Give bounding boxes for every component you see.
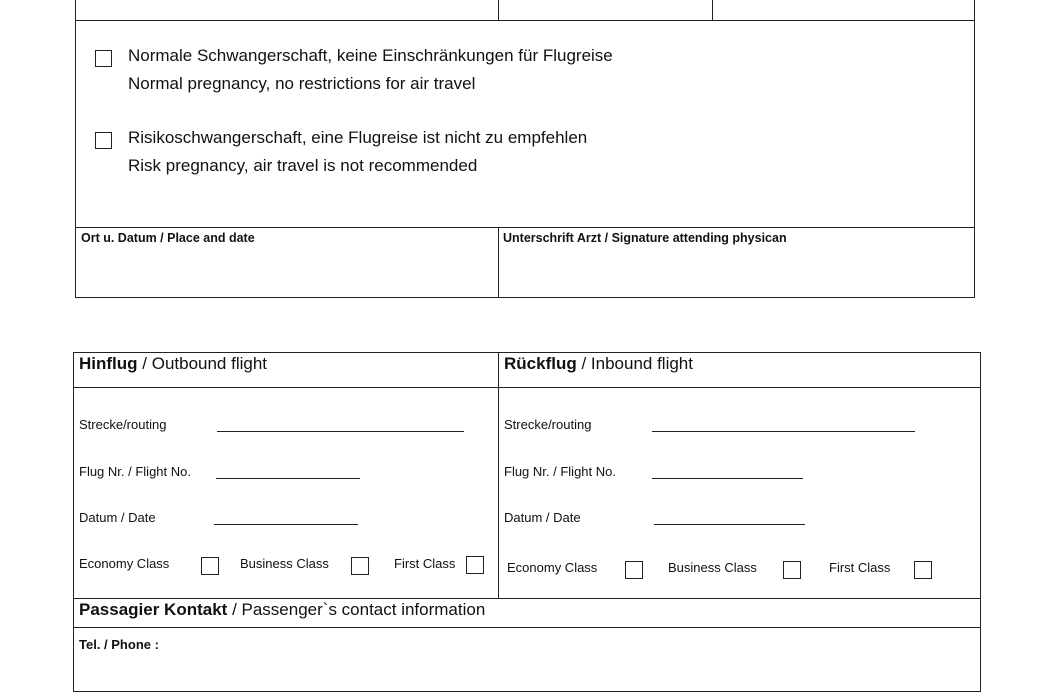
- outbound-header-text: / Outbound flight: [137, 354, 268, 373]
- outbound-header: [79, 354, 267, 374]
- outbound-header-bold: Hinflug: [79, 354, 138, 373]
- inbound-flight-no-label: Flug Nr. / Flight No.: [504, 464, 616, 479]
- contact-header-bottom-divider: [73, 627, 981, 628]
- outbound-flight-no-label: Flug Nr. / Flight No.: [79, 464, 191, 479]
- outbound-first-label: First Class: [394, 556, 456, 571]
- risk-pregnancy-option: [128, 124, 587, 180]
- outbound-routing-field[interactable]: [217, 431, 464, 432]
- flight-header-divider: [73, 387, 981, 388]
- inbound-first-checkbox[interactable]: [914, 561, 932, 579]
- normal-pregnancy-label-en: Normal pregnancy, no restrictions for air travel: [128, 74, 476, 93]
- top-row-divider: [75, 20, 975, 21]
- signature-cell-divider: [498, 227, 499, 297]
- outbound-flight-no-field[interactable]: [216, 478, 360, 479]
- inbound-header: [504, 354, 693, 374]
- normal-pregnancy-option: [128, 42, 613, 98]
- inbound-routing-label: Strecke/routing: [504, 417, 592, 432]
- outbound-routing-label: Strecke/routing: [79, 417, 167, 432]
- outbound-business-label: Business Class: [240, 556, 329, 571]
- phone-field[interactable]: [175, 632, 975, 662]
- inbound-economy-label: Economy Class: [507, 560, 598, 575]
- inbound-business-label: Business Class: [668, 560, 757, 575]
- outbound-economy-label: Economy Class: [79, 556, 170, 571]
- normal-pregnancy-checkbox[interactable]: [95, 50, 112, 67]
- outbound-first-checkbox[interactable]: [466, 556, 484, 574]
- signature-row-divider: [75, 227, 975, 228]
- inbound-date-field[interactable]: [654, 524, 805, 525]
- inbound-flight-no-field[interactable]: [652, 478, 803, 479]
- contact-header: [79, 600, 485, 620]
- top-cell-divider-2: [712, 0, 713, 21]
- inbound-routing-field[interactable]: [652, 431, 915, 432]
- outbound-date-label: Datum / Date: [79, 510, 156, 525]
- contact-header-bold: Passagier Kontakt: [79, 600, 228, 619]
- inbound-header-bold: Rückflug: [504, 354, 577, 373]
- risk-pregnancy-checkbox[interactable]: [95, 132, 112, 149]
- inbound-business-checkbox[interactable]: [783, 561, 801, 579]
- top-cell-divider-1: [498, 0, 499, 21]
- phone-label: Tel. / Phone :: [79, 637, 159, 652]
- inbound-economy-checkbox[interactable]: [625, 561, 643, 579]
- inbound-header-text: / Inbound flight: [576, 354, 693, 373]
- contact-header-text: / Passenger`s contact information: [227, 600, 486, 619]
- outbound-date-field[interactable]: [214, 524, 358, 525]
- place-date-field[interactable]: [77, 250, 496, 294]
- signature-label: Unterschrift Arzt / Signature attending physican: [503, 231, 787, 245]
- normal-pregnancy-label-de: Normale Schwangerschaft, keine Einschränkungen für Flugreise: [128, 46, 613, 65]
- place-date-label: Ort u. Datum / Place and date: [81, 231, 255, 245]
- signature-field[interactable]: [500, 250, 972, 294]
- outbound-economy-checkbox[interactable]: [201, 557, 219, 575]
- risk-pregnancy-label-de: Risikoschwangerschaft, eine Flugreise ist nicht zu empfehlen: [128, 128, 588, 147]
- inbound-first-label: First Class: [829, 560, 891, 575]
- outbound-business-checkbox[interactable]: [351, 557, 369, 575]
- flight-column-divider: [498, 352, 499, 599]
- contact-header-top-divider: [73, 598, 981, 599]
- inbound-date-label: Datum / Date: [504, 510, 581, 525]
- risk-pregnancy-label-en: Risk pregnancy, air travel is not recommended: [128, 156, 478, 175]
